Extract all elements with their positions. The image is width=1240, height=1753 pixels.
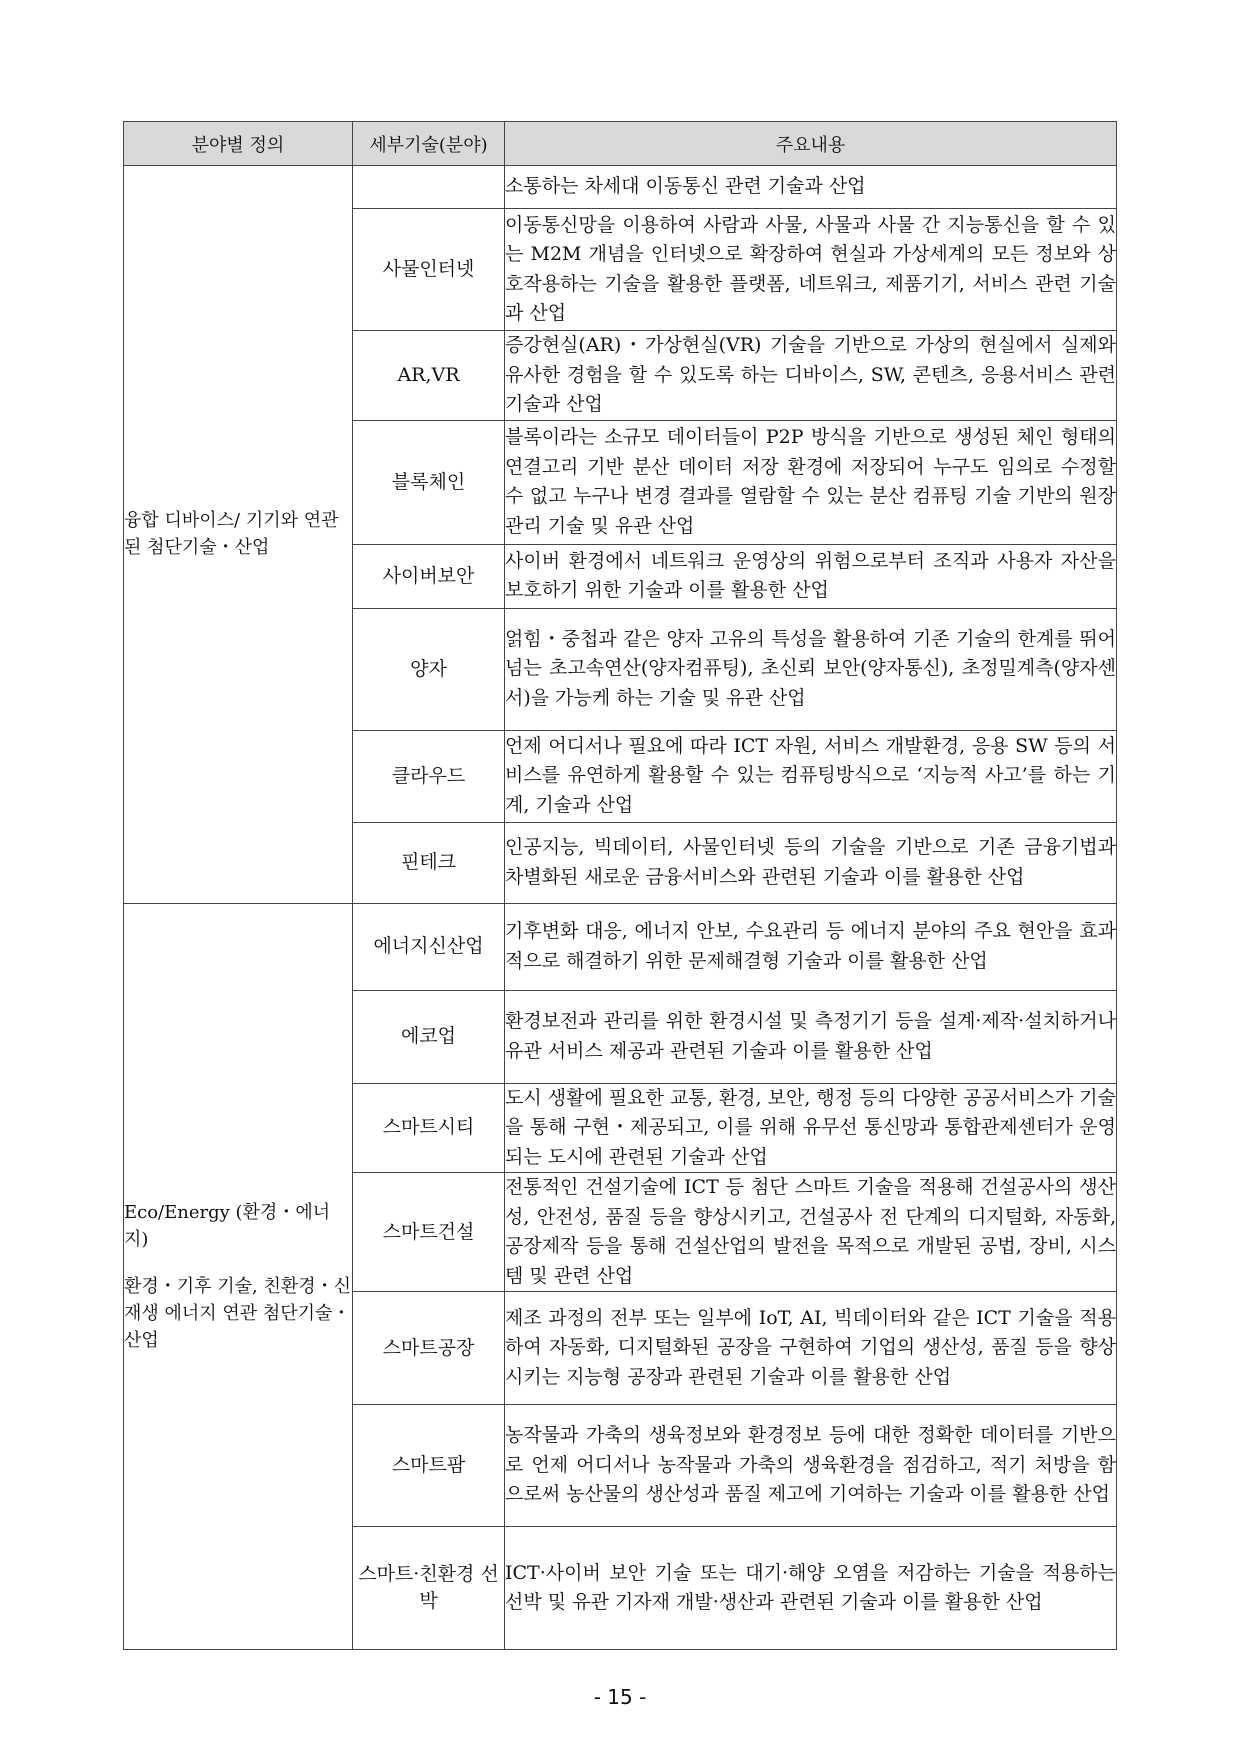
sub-tech-description: 소통하는 차세대 이동통신 관련 기술과 산업 — [505, 166, 1117, 209]
category-description: 환경・기후 기술, 친환경・신재생 에너지 연관 첨단기술・산업 — [124, 1275, 352, 1351]
sub-tech-name — [353, 166, 505, 209]
sub-tech-description: 도시 생활에 필요한 교통, 환경, 보안, 행정 등의 다양한 공공서비스가 기술을 통해 구현・제공되고, 이를 위해 유무선 통신망과 통합관제센터가 운영되는 도시에 관련된 기술과 산업 — [505, 1083, 1117, 1173]
category-cell-convergence — [124, 166, 353, 904]
sub-tech-description: 사이버 환경에서 네트워크 운영상의 위험으로부터 조직과 사용자 자산을 보호하기 위한 기술과 이를 활용한 산업 — [505, 544, 1117, 608]
sub-tech-description: 농작물과 가축의 생육정보와 환경정보 등에 대한 정확한 데이터를 기반으로 언제 어디서나 농작물과 가축의 생육환경을 점검하고, 적기 처방을 함으로써 농산물의 생산성과 품질 제고에 기여하는 기술과 이를 활용한 산업 — [505, 1405, 1117, 1527]
sub-tech-name: 스마트시티 — [353, 1083, 505, 1173]
sub-tech-description: 제조 과정의 전부 또는 일부에 IoT, AI, 빅데이터와 같은 ICT 기술을 적용하여 자동화, 디지털화된 공장을 구현하여 기업의 생산성, 품질 등을 향상시키는 지능형 공장과 관련된 기술과 이를 활용한 산업 — [505, 1292, 1117, 1405]
sub-tech-description: 환경보전과 관리를 위한 환경시설 및 측정기기 등을 설계·제작·설치하거나 유관 서비스 제공과 관련된 기술과 이를 활용한 산업 — [505, 990, 1117, 1083]
header-main-content: 주요내용 — [505, 122, 1117, 166]
table-row — [124, 166, 1117, 209]
table-row — [124, 903, 1117, 990]
sub-tech-name: 클라우드 — [353, 730, 505, 822]
sub-tech-description: ICT·사이버 보안 기술 또는 대기·해양 오염을 저감하는 기술을 적용하는 선박 및 유관 기자재 개발·생산과 관련된 기술과 이를 활용한 산업 — [505, 1527, 1117, 1650]
sub-tech-name: AR,VR — [353, 331, 505, 421]
sub-tech-name: 스마트공장 — [353, 1292, 505, 1405]
sub-tech-name: 에너지신산업 — [353, 903, 505, 990]
sub-tech-description: 전통적인 건설기술에 ICT 등 첨단 스마트 기술을 적용해 건설공사의 생산성, 안전성, 품질 등을 향상시키고, 건설공사 전 단계의 디지털화, 자동화, 공장제작 등을 통해 건설산업의 발전을 목적으로 개발된 공법, 장비, 시스템 및 관련 산업 — [505, 1173, 1117, 1292]
sub-tech-name: 에코업 — [353, 990, 505, 1083]
category-cell-eco-energy — [124, 903, 353, 1650]
sub-tech-description: 블록이라는 소규모 데이터들이 P2P 방식을 기반으로 생성된 체인 형태의 연결고리 기반 분산 데이터 저장 환경에 저장되어 누구도 임의로 수정할 수 없고 누구나 변경 결과를 열람할 수 있는 분산 컴퓨팅 기술 기반의 원장관리 기술 및 유관 산업 — [505, 420, 1117, 544]
technology-definition-table — [123, 121, 1117, 1650]
sub-tech-name: 스마트·친환경 선박 — [353, 1527, 505, 1650]
sub-tech-name: 양자 — [353, 608, 505, 730]
category-spacer — [124, 1253, 352, 1273]
sub-tech-description: 이동통신망을 이용하여 사람과 사물, 사물과 사물 간 지능통신을 할 수 있는 M2M 개념을 인터넷으로 확장하여 현실과 가상세계의 모든 정보와 상호작용하는 기술을 활용한 플랫폼, 네트워크, 제품기기, 서비스 관련 기술과 산업 — [505, 209, 1117, 331]
table-header-row — [124, 122, 1117, 166]
category-label: Eco/Energy (환경・에너지) — [124, 1201, 331, 1250]
sub-tech-description: 인공지능, 빅데이터, 사물인터넷 등의 기술을 기반으로 기존 금융기법과 차별화된 새로운 금융서비스와 관련된 기술과 이를 활용한 산업 — [505, 822, 1117, 903]
sub-tech-description: 언제 어디서나 필요에 따라 ICT 자원, 서비스 개발환경, 응용 SW 등의 서비스를 유연하게 활용할 수 있는 컴퓨팅방식으로 ‘지능적 사고’를 하는 기계, 기술과 산업 — [505, 730, 1117, 822]
sub-tech-name: 스마트팜 — [353, 1405, 505, 1527]
sub-tech-description: 기후변화 대응, 에너지 안보, 수요관리 등 에너지 분야의 주요 현안을 효과적으로 해결하기 위한 문제해결형 기술과 이를 활용한 산업 — [505, 903, 1117, 990]
header-category: 분야별 정의 — [124, 122, 353, 166]
category-label: 융합 디바이스/ 기기와 연관된 첨단기술・산업 — [124, 510, 339, 559]
sub-tech-description: 얽힘・중첩과 같은 양자 고유의 특성을 활용하여 기존 기술의 한계를 뛰어넘는 초고속연산(양자컴퓨팅), 초신뢰 보안(양자통신), 초정밀계측(양자센서)을 가능케 하는 기술 및 유관 산업 — [505, 608, 1117, 730]
sub-tech-name: 블록체인 — [353, 420, 505, 544]
sub-tech-name: 사이버보안 — [353, 544, 505, 608]
sub-tech-name: 핀테크 — [353, 822, 505, 903]
sub-tech-name: 사물인터넷 — [353, 209, 505, 331]
sub-tech-name: 스마트건설 — [353, 1173, 505, 1292]
header-sub-technology: 세부기술(분야) — [353, 122, 505, 166]
sub-tech-description: 증강현실(AR)・가상현실(VR) 기술을 기반으로 가상의 현실에서 실제와 유사한 경험을 할 수 있도록 하는 디바이스, SW, 콘텐츠, 응용서비스 관련 기술과 산업 — [505, 331, 1117, 421]
page-number: - 15 - — [593, 1685, 647, 1709]
